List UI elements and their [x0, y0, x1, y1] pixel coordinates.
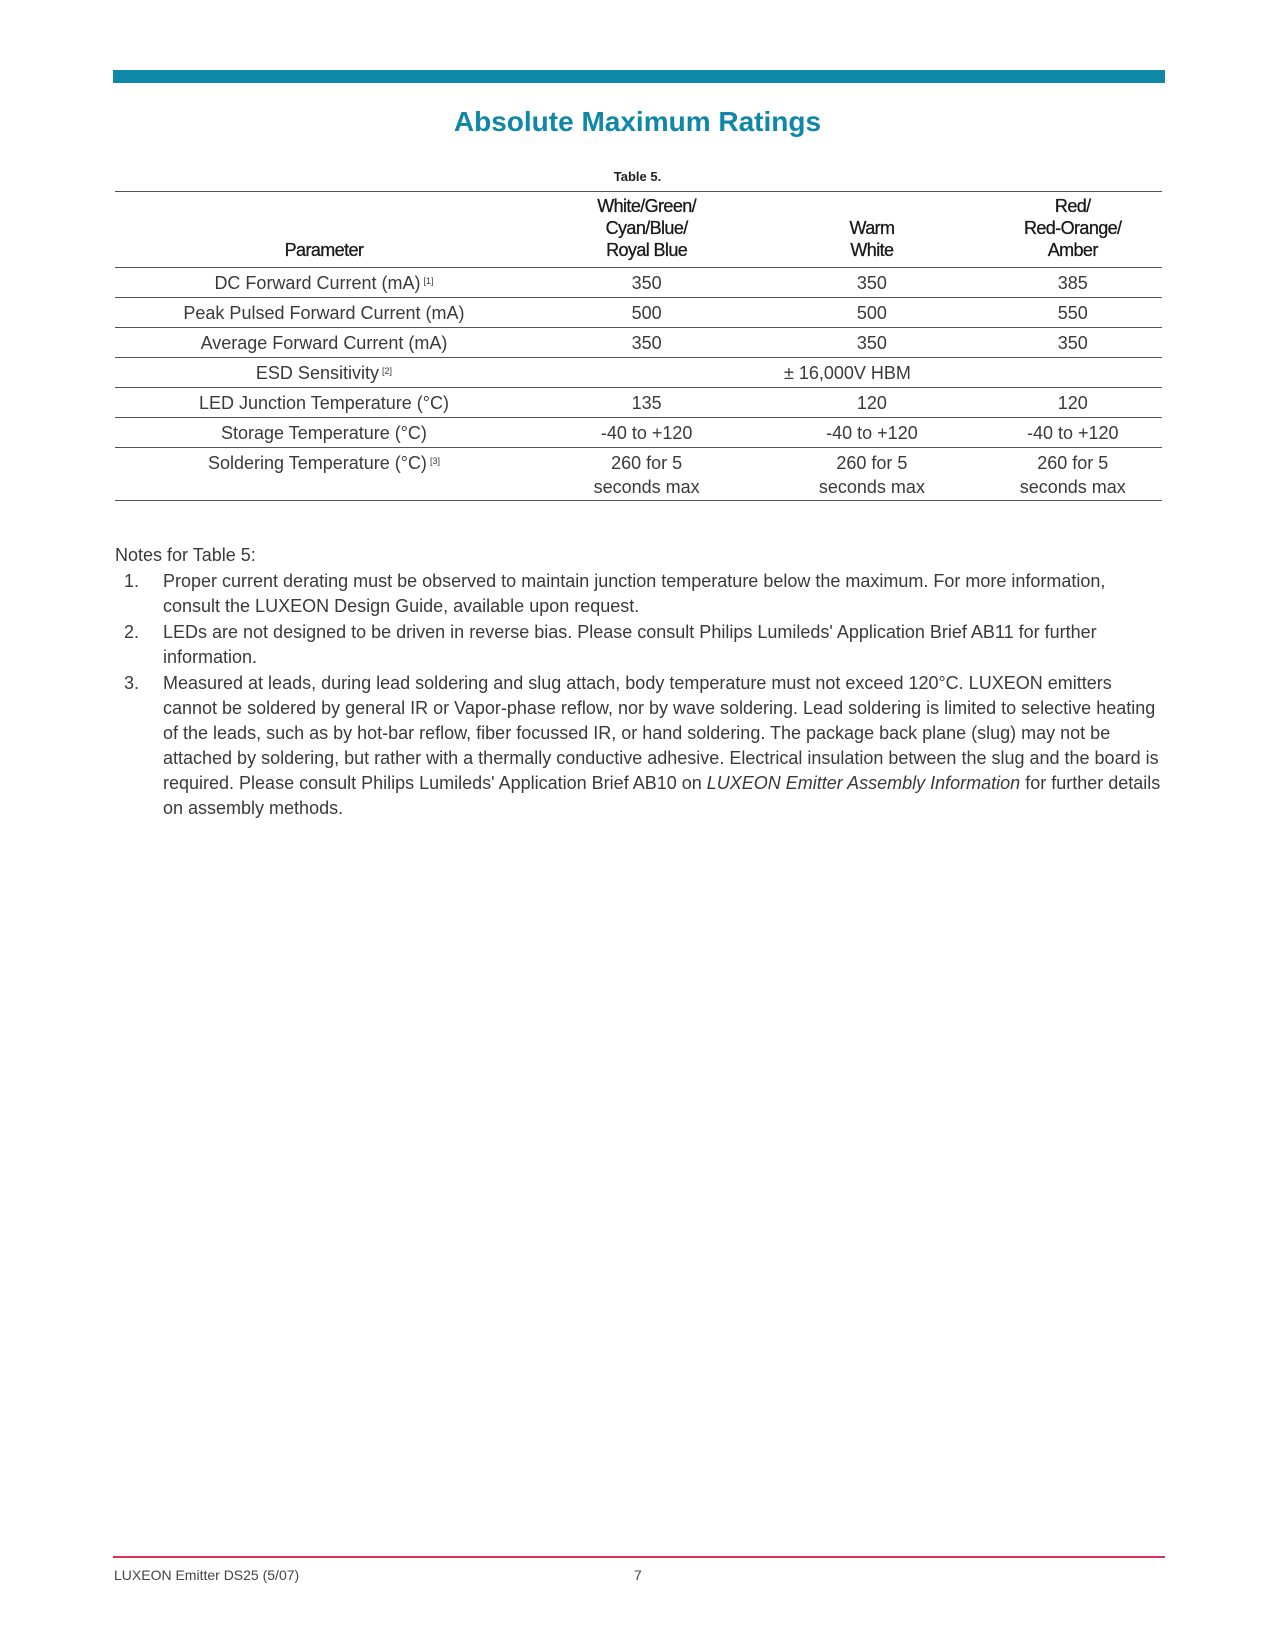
table-row: [115, 298, 1162, 328]
footer-page-number: 7: [634, 1567, 642, 1583]
note-text: [163, 673, 1160, 818]
note-text: Proper current derating must be observed to maintain junction temperature below the maximum. For more information, consult the LUXEON Design Guide, available upon request.: [163, 571, 1106, 616]
value-cell: 550: [1057, 302, 1088, 323]
value-cell: 260 for 5 seconds max: [818, 453, 925, 497]
table-row: [115, 268, 1162, 298]
note-item: [115, 569, 1165, 619]
parameter-cell: [115, 268, 533, 298]
value-cell-span: ± 16,000V HBM: [783, 362, 911, 383]
value-cell: 120: [1057, 392, 1088, 413]
note-item: [115, 671, 1165, 821]
page-title: Absolute Maximum Ratings: [453, 106, 822, 137]
footnote-ref: [2]: [381, 365, 392, 376]
value-cell: 500: [856, 302, 887, 323]
parameter-label: LED Junction Temperature (°C): [198, 392, 449, 413]
ratings-table: [115, 191, 1162, 501]
note-text-part: Measured at leads, during lead soldering and slug attach, body temperature must not exceed 120°C. LUXEON emitters cannot be soldered by general IR or Vapor-phase reflow, nor by wave soldering. Lead soldering is limited to selective heating of the leads, such as by hot-bar reflow, fiber focussed IR, or hand soldering. The package back plane (slug) may not be attached by soldering, but rather with a thermally conductive adhesive. Electrical insulation between the slug and the board is required. Please consult Philips Lumileds' Application Brief AB10 on: [163, 673, 1159, 793]
parameter-cell: [115, 358, 533, 388]
table-row: [115, 328, 1162, 358]
header-line: White/Green/: [597, 196, 697, 216]
value-cell: 120: [856, 392, 887, 413]
parameter-label: Average Forward Current (mA): [200, 332, 448, 353]
value-cell: 350: [856, 332, 887, 353]
note-number: 2.: [124, 622, 140, 642]
note-number: 1.: [124, 571, 140, 591]
column-header: [983, 192, 1162, 268]
header-line: Warm: [849, 218, 895, 238]
value-cell: 135: [631, 392, 662, 413]
parameter-label: ESD Sensitivity: [255, 362, 379, 383]
value-cell: 350: [631, 332, 662, 353]
footnote-ref: [1]: [423, 275, 434, 286]
parameter-label: DC Forward Current (mA): [214, 272, 421, 293]
table-caption: Table 5.: [613, 169, 662, 184]
value-cell: 500: [631, 302, 662, 323]
note-text-part: for further details on assembly methods.: [163, 773, 1161, 818]
value-cell: 350: [856, 272, 887, 293]
header-line: White: [850, 240, 894, 260]
table-row: [115, 418, 1162, 448]
value-cell: 260 for 5 seconds max: [593, 453, 700, 497]
notes-heading: Notes for Table 5:: [115, 545, 256, 565]
table-body: [115, 268, 1162, 501]
value-cell: -40 to +120: [1026, 422, 1119, 443]
column-header: [533, 192, 760, 268]
parameter-cell: [115, 388, 533, 418]
table-row: [115, 388, 1162, 418]
parameter-cell: [115, 418, 533, 448]
top-accent-bar: [113, 70, 1165, 83]
column-header-parameter: [115, 192, 533, 268]
note-number: 3.: [124, 673, 140, 693]
footer-rule: [113, 1556, 1165, 1558]
table-header-row: [115, 192, 1162, 268]
note-text: LEDs are not designed to be driven in reverse bias. Please consult Philips Lumileds' Application Brief AB11 for further information.: [163, 622, 1097, 667]
table-row: [115, 358, 1162, 388]
parameter-cell: [115, 448, 533, 501]
header-line: Parameter: [284, 240, 364, 260]
value-cell: 350: [631, 272, 662, 293]
header-line: Amber: [1047, 240, 1098, 260]
header-line: Royal Blue: [606, 240, 688, 260]
footnote-ref: [3]: [429, 456, 440, 466]
parameter-label: Peak Pulsed Forward Current (mA): [183, 302, 465, 323]
header-line: Cyan/Blue/: [605, 218, 688, 238]
note-item: [115, 620, 1165, 670]
value-cell: -40 to +120: [826, 422, 918, 443]
parameter-label: Storage Temperature (°C): [220, 422, 427, 443]
value-cell: 260 for 5 seconds max: [1019, 453, 1126, 497]
header-line: Red/: [1054, 196, 1091, 216]
parameter-cell: [115, 328, 533, 358]
value-cell: -40 to +120: [600, 422, 693, 443]
table-row: [115, 448, 1162, 501]
value-cell: 385: [1057, 272, 1088, 293]
header-line: Red-Orange/: [1024, 218, 1122, 238]
parameter-label: Soldering Temperature (°C): [207, 453, 427, 473]
note-document-title: LUXEON Emitter Assembly Information: [706, 773, 1021, 793]
footer-doc-label: LUXEON Emitter DS25 (5/07): [114, 1567, 300, 1583]
table-notes: [115, 543, 1165, 822]
value-cell: 350: [1057, 332, 1088, 353]
parameter-cell: [115, 298, 533, 328]
column-header: [760, 192, 983, 268]
